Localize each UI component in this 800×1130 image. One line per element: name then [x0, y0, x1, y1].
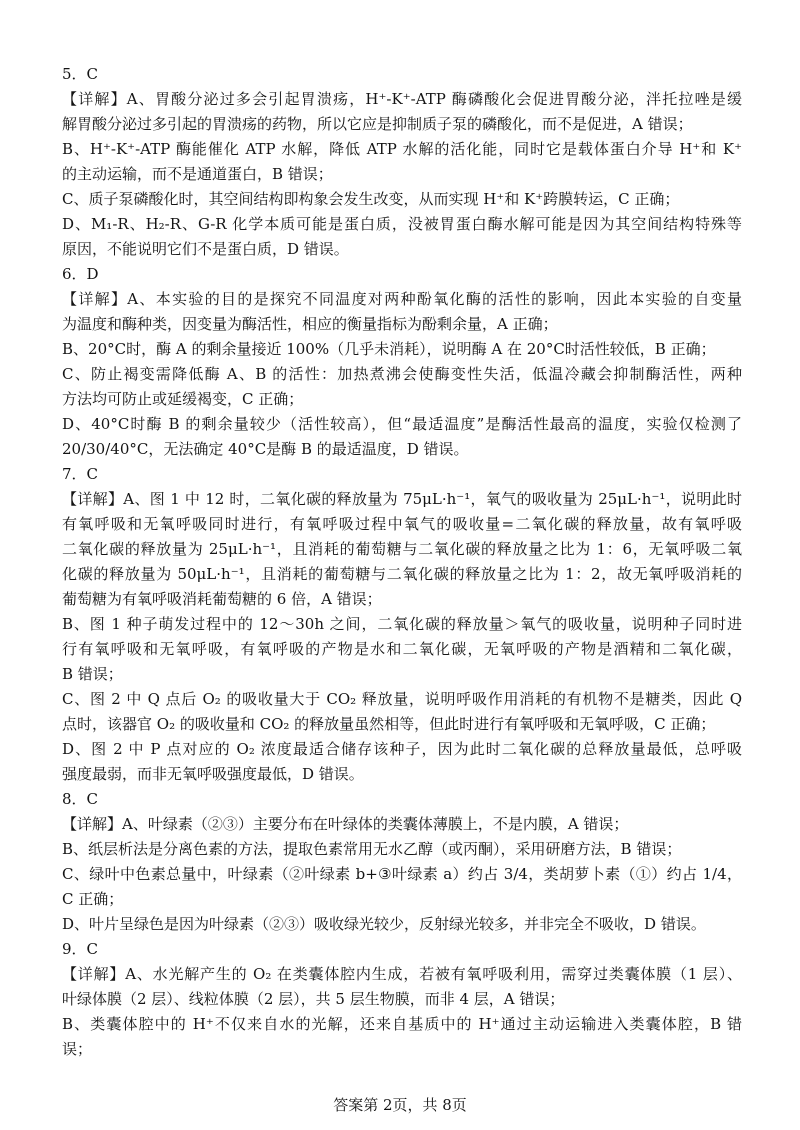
explanation-paragraph	[62, 962, 742, 1012]
explanation-line: B、图 1 种子萌发过程中的 12～30h 之间，二氧化碳的释放量＞氧气的吸收量，说明种子同时进	[62, 615, 742, 633]
explanation-line: D、40°C时酶 B 的剩余量较少（活性较高），但“最适温度”是酶活性最高的温度，实验仅检测了	[62, 415, 742, 433]
explanation-line: 化碳的释放量为 50μL·h⁻¹，且消耗的葡萄糖与二氧化碳的释放量之比为 1：2，故无氧呼吸消耗的	[62, 565, 742, 583]
explanation-line: B 错误；	[62, 665, 123, 683]
explanation-paragraph	[62, 862, 742, 912]
explanation-paragraph	[62, 687, 742, 737]
explanation-paragraph	[62, 87, 742, 137]
explanation-paragraph	[62, 187, 742, 212]
explanation-line: C、绿叶中色素总量中，叶绿素（②叶绿素 b+③叶绿素 a）约占 3/4，类胡萝卜素（①）约占 1/4，	[62, 865, 742, 883]
explanation-line: C、防止褐变需降低酶 A、B 的活性：加热煮沸会使酶变性失活，低温冷藏会抑制酶活性，两种	[62, 365, 742, 383]
explanation-line: C、图 2 中 Q 点后 O₂ 的吸收量大于 CO₂ 释放量，说明呼吸作用消耗的有机物不是糖类，因此 Q	[62, 690, 742, 708]
explanation-line: 原因，不能说明它们不是蛋白质，D 错误。	[62, 240, 349, 258]
explanation-line: 解胃酸分泌过多引起的胃溃疡的药物，所以它应是抑制质子泵的磷酸化，而不是促进，A 错误；	[62, 115, 693, 133]
explanation-line: 20/30/40°C，无法确定 40°C是酶 B 的最适温度，D 错误。	[62, 440, 469, 458]
explanation-line: 【详解】A、胃酸分泌过多会引起胃溃疡，H⁺-K⁺-ATP 酶磷酸化会促进胃酸分泌，泮托拉唑是缓	[62, 90, 742, 108]
answer-number: 8．C	[62, 790, 99, 808]
answer-block	[62, 62, 742, 262]
answer-block	[62, 787, 742, 937]
explanation-line: B、纸层析法是分离色素的方法，提取色素常用无水乙醇（或丙酮），采用研磨方法，B 错误；	[62, 840, 682, 858]
explanation-line: 的主动运输，而不是通道蛋白，B 错误；	[62, 165, 333, 183]
explanation-line: 【详解】A、本实验的目的是探究不同温度对两种酚氧化酶的活性的影响，因此本实验的自变量	[62, 290, 742, 308]
explanation-paragraph	[62, 337, 742, 362]
answer-block	[62, 262, 742, 462]
answer-number: 5．C	[62, 65, 99, 83]
explanation-paragraph	[62, 612, 742, 687]
explanation-paragraph	[62, 837, 742, 862]
explanation-line: 行有氧呼吸和无氧呼吸，有氧呼吸的产物是水和二氧化碳，无氧呼吸的产物是酒精和二氧化碳，	[62, 640, 742, 658]
explanation-line: 葡萄糖为有氧呼吸消耗葡萄糖的 6 倍，A 错误；	[62, 590, 382, 608]
explanation-paragraph	[62, 137, 742, 187]
explanation-line: 【详解】A、叶绿素（②③）主要分布在叶绿体的类囊体薄膜上，不是内膜，A 错误；	[62, 815, 629, 833]
explanation-line: B、类囊体腔中的 H⁺不仅来自水的光解，还来自基质中的 H⁺通过主动运输进入类囊体腔，B 错	[62, 1015, 742, 1033]
explanation-line: 方法均可防止或延缓褐变，C 正确；	[62, 390, 304, 408]
explanation-paragraph	[62, 287, 742, 337]
answer-block	[62, 462, 742, 787]
explanation-line: 强度最弱，而非无氧呼吸强度最低，D 错误。	[62, 765, 364, 783]
answer-number: 7．C	[62, 465, 99, 483]
answer-number: 6．D	[62, 265, 99, 283]
explanation-paragraph	[62, 812, 742, 837]
explanation-paragraph	[62, 912, 742, 937]
explanation-line: 有氧呼吸和无氧呼吸同时进行，有氧呼吸过程中氧气的吸收量=二氧化碳的释放量，故有氧呼吸	[62, 515, 742, 533]
explanation-paragraph	[62, 212, 742, 262]
explanation-paragraph	[62, 737, 742, 787]
explanation-paragraph	[62, 1012, 742, 1062]
explanation-line: 【详解】A、水光解产生的 O₂ 在类囊体腔内生成，若被有氧呼吸利用，需穿过类囊体膜（1 层）、	[62, 965, 742, 983]
explanation-line: 误；	[62, 1040, 93, 1058]
explanation-paragraph	[62, 487, 742, 612]
explanation-line: B、20°C时，酶 A 的剩余量接近 100%（几乎未消耗），说明酶 A 在 20°C时活性较低，B 正确；	[62, 340, 716, 358]
explanation-line: D、M₁-R、H₂-R、G-R 化学本质可能是蛋白质，没被胃蛋白酶水解可能是因为其空间结构特殊等	[62, 215, 742, 233]
explanation-line: 点时，该器官 O₂ 的吸收量和 CO₂ 的释放量虽然相等，但此时进行有氧呼吸和无氧呼吸，C 正确；	[62, 715, 716, 733]
explanation-paragraph	[62, 362, 742, 412]
answer-key-content	[62, 62, 742, 1062]
explanation-line: 叶绿体膜（2 层）、线粒体膜（2 层），共 5 层生物膜，而非 4 层，A 错误；	[62, 990, 565, 1008]
page-footer: 答案第 2页，共 8页	[333, 1096, 467, 1114]
explanation-line: 【详解】A、图 1 中 12 时，二氧化碳的释放量为 75μL·h⁻¹，氧气的吸收量为 25μL·h⁻¹，说明此时	[62, 490, 742, 508]
explanation-line: B、H⁺-K⁺-ATP 酶能催化 ATP 水解，降低 ATP 水解的活化能，同时它是载体蛋白介导 H⁺和 K⁺	[62, 140, 742, 158]
explanation-line: C 正确；	[62, 890, 124, 908]
answer-block	[62, 937, 742, 1062]
explanation-line: D、叶片呈绿色是因为叶绿素（②③）吸收绿光较少，反射绿光较多，并非完全不吸收，D 错误。	[62, 915, 706, 933]
answer-number: 9．C	[62, 940, 99, 958]
explanation-line: D、图 2 中 P 点对应的 O₂ 浓度最适合储存该种子，因为此时二氧化碳的总释放量最低，总呼吸	[62, 740, 742, 758]
explanation-line: 二氧化碳的释放量为 25μL·h⁻¹，且消耗的葡萄糖与二氧化碳的释放量之比为 1：6，无氧呼吸二氧	[62, 540, 742, 558]
explanation-line: C、质子泵磷酸化时，其空间结构即构象会发生改变，从而实现 H⁺和 K⁺跨膜转运，C 正确；	[62, 190, 680, 208]
explanation-line: 为温度和酶种类，因变量为酶活性，相应的衡量指标为酚剩余量，A 正确；	[62, 315, 558, 333]
explanation-paragraph	[62, 412, 742, 462]
